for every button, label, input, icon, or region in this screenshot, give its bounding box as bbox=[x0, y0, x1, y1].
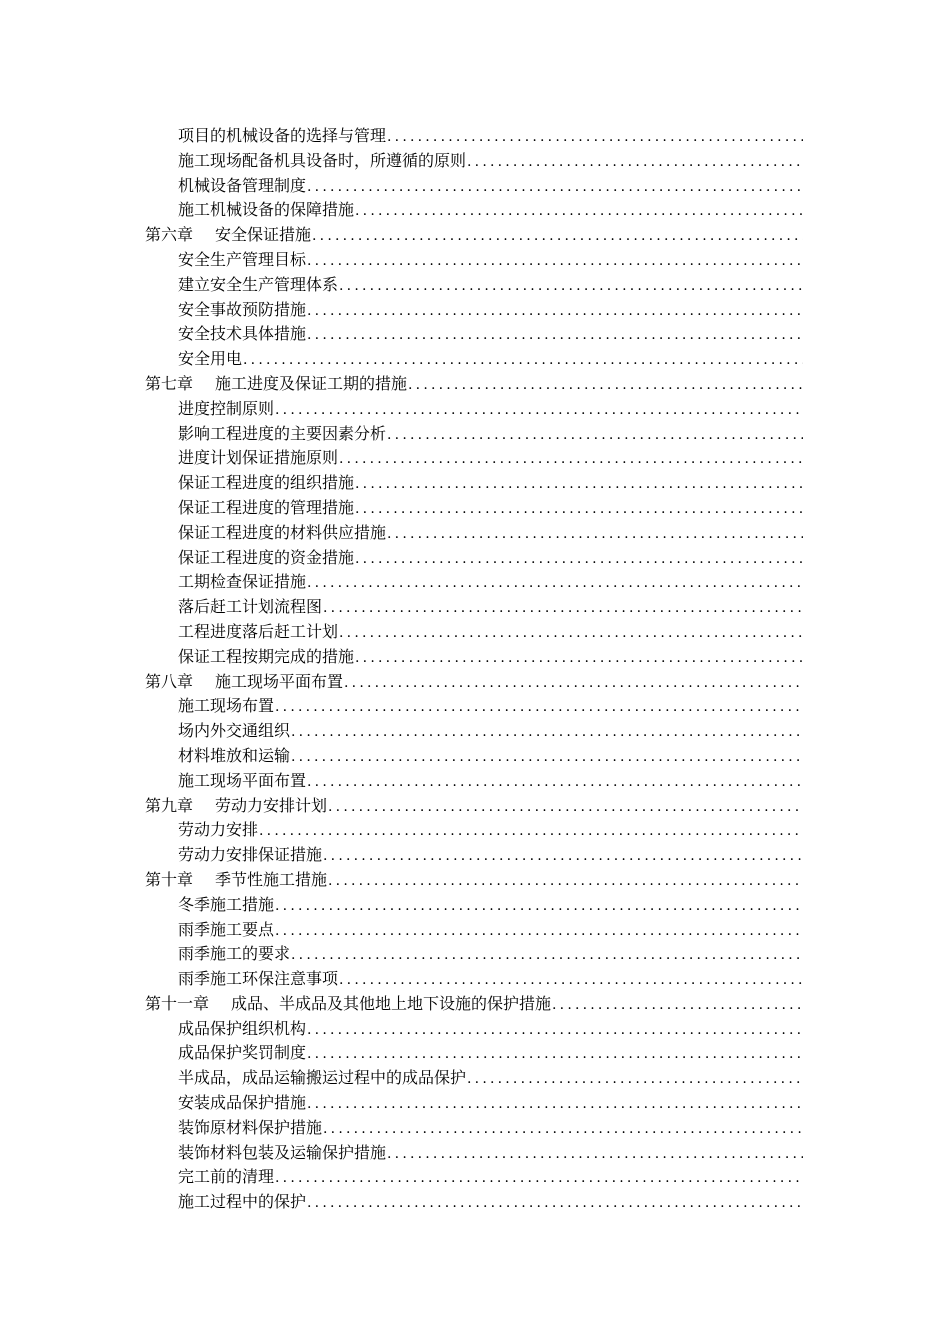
dot-leader bbox=[339, 447, 803, 471]
entry-title: 施工进度及保证工期的措施 bbox=[215, 373, 408, 393]
toc-chapter-entry[interactable] bbox=[145, 992, 803, 1017]
chapter-number: 第八章 bbox=[145, 671, 194, 691]
toc-section-entry[interactable] bbox=[145, 1017, 803, 1042]
toc-entry-label bbox=[178, 347, 242, 372]
entry-title: 劳动力安排保证措施 bbox=[178, 845, 323, 865]
entry-title: 工程进度落后赶工计划 bbox=[178, 621, 339, 641]
dot-leader bbox=[307, 770, 803, 794]
toc-entry-label bbox=[178, 1141, 386, 1166]
toc-section-entry[interactable] bbox=[145, 521, 803, 546]
dot-leader bbox=[307, 571, 803, 595]
entry-title: 半成品，成品运输搬运过程中的成品保护 bbox=[178, 1068, 467, 1088]
chapter-number: 第六章 bbox=[145, 225, 194, 245]
toc-section-entry[interactable] bbox=[145, 843, 803, 868]
dot-leader bbox=[339, 621, 803, 645]
entry-title: 成品保护组织机构 bbox=[178, 1018, 307, 1038]
dot-leader bbox=[344, 671, 803, 695]
toc-entry-label bbox=[178, 546, 354, 571]
toc-section-entry[interactable] bbox=[145, 149, 803, 174]
toc-section-entry[interactable] bbox=[145, 174, 803, 199]
toc-entry-label bbox=[178, 198, 354, 223]
dot-leader bbox=[259, 819, 803, 843]
dot-leader bbox=[243, 348, 803, 372]
toc-entry-label bbox=[178, 1017, 306, 1042]
toc-entry-label bbox=[178, 471, 354, 496]
toc-entry-label bbox=[178, 818, 258, 843]
dot-leader bbox=[275, 1166, 803, 1190]
entry-title: 影响工程进度的主要因素分析 bbox=[178, 423, 387, 443]
dot-leader bbox=[291, 720, 803, 744]
toc-entry-label bbox=[178, 1066, 466, 1091]
dot-leader bbox=[307, 299, 803, 323]
toc-section-entry[interactable] bbox=[145, 744, 803, 769]
entry-title: 雨季施工环保注意事项 bbox=[178, 969, 339, 989]
toc-section-entry[interactable] bbox=[145, 446, 803, 471]
dot-leader bbox=[323, 844, 803, 868]
entry-title: 保证工程进度的组织措施 bbox=[178, 473, 355, 493]
toc-chapter-entry[interactable] bbox=[145, 794, 803, 819]
dot-leader bbox=[339, 274, 803, 298]
entry-title: 进度计划保证措施原则 bbox=[178, 448, 339, 468]
toc-section-entry[interactable] bbox=[145, 620, 803, 645]
dot-leader bbox=[307, 1092, 803, 1116]
entry-title: 冬季施工措施 bbox=[178, 894, 275, 914]
entry-title: 雨季施工要点 bbox=[178, 919, 275, 939]
entry-title: 安全生产管理目标 bbox=[178, 249, 307, 269]
toc-entry-label bbox=[178, 694, 274, 719]
dot-leader bbox=[307, 1191, 803, 1215]
toc-entry-label bbox=[178, 174, 306, 199]
toc-entry-label bbox=[178, 595, 322, 620]
toc-entry-label bbox=[178, 273, 338, 298]
toc-entry-label bbox=[145, 670, 343, 695]
toc-section-entry[interactable] bbox=[145, 1165, 803, 1190]
dot-leader bbox=[387, 1142, 803, 1166]
toc-section-entry[interactable] bbox=[145, 422, 803, 447]
entry-title: 保证工程进度的材料供应措施 bbox=[178, 522, 387, 542]
toc-entry-label bbox=[145, 223, 311, 248]
entry-title: 施工机械设备的保障措施 bbox=[178, 200, 355, 220]
toc-section-entry[interactable] bbox=[145, 570, 803, 595]
dot-leader bbox=[387, 522, 803, 546]
toc-entry-label bbox=[178, 124, 386, 149]
entry-title: 施工现场平面布置 bbox=[178, 770, 307, 790]
toc-chapter-entry[interactable] bbox=[145, 223, 803, 248]
entry-title: 工期检查保证措施 bbox=[178, 572, 307, 592]
entry-title: 装饰原材料保护措施 bbox=[178, 1117, 323, 1137]
toc-entry-label bbox=[178, 298, 306, 323]
entry-title: 建立安全生产管理体系 bbox=[178, 274, 339, 294]
toc-entry-label bbox=[178, 248, 306, 273]
toc-entry-label bbox=[178, 918, 274, 943]
entry-title: 安全用电 bbox=[178, 349, 243, 369]
toc-section-entry[interactable] bbox=[145, 918, 803, 943]
toc-section-entry[interactable] bbox=[145, 124, 803, 149]
toc-chapter-entry[interactable] bbox=[145, 372, 803, 397]
dot-leader bbox=[552, 993, 803, 1017]
entry-title: 材料堆放和运输 bbox=[178, 745, 291, 765]
dot-leader bbox=[275, 919, 803, 943]
toc-entry-label bbox=[178, 769, 306, 794]
toc-entry-label bbox=[178, 496, 354, 521]
toc-entry-label bbox=[178, 893, 274, 918]
dot-leader bbox=[355, 497, 803, 521]
toc-entry-label bbox=[178, 1116, 322, 1141]
entry-title: 安全事故预防措施 bbox=[178, 299, 307, 319]
toc-entry-label bbox=[145, 372, 407, 397]
toc-section-entry[interactable] bbox=[145, 397, 803, 422]
dot-leader bbox=[355, 547, 803, 571]
toc-chapter-entry[interactable] bbox=[145, 670, 803, 695]
dot-leader bbox=[312, 224, 803, 248]
toc-section-entry[interactable] bbox=[145, 1141, 803, 1166]
table-of-contents bbox=[145, 124, 803, 1215]
toc-entry-label bbox=[178, 521, 386, 546]
toc-entry-label bbox=[178, 942, 290, 967]
toc-entry-label bbox=[145, 992, 551, 1017]
entry-title: 施工现场平面布置 bbox=[215, 671, 344, 691]
entry-title: 项目的机械设备的选择与管理 bbox=[178, 126, 387, 145]
dot-leader bbox=[339, 968, 803, 992]
toc-entry-label bbox=[178, 719, 290, 744]
entry-title: 场内外交通组织 bbox=[178, 721, 291, 741]
dot-leader bbox=[275, 695, 803, 719]
toc-section-entry[interactable] bbox=[145, 645, 803, 670]
toc-section-entry[interactable] bbox=[145, 719, 803, 744]
entry-title: 安全保证措施 bbox=[215, 225, 312, 245]
dot-leader bbox=[307, 175, 803, 199]
entry-title: 施工现场配备机具设备时，所遵循的原则 bbox=[178, 150, 467, 170]
toc-entry-label bbox=[145, 794, 327, 819]
entry-title: 保证工程按期完成的措施 bbox=[178, 646, 355, 666]
toc-section-entry[interactable] bbox=[145, 694, 803, 719]
dot-leader bbox=[323, 1117, 803, 1141]
entry-title: 季节性施工措施 bbox=[215, 869, 328, 889]
dot-leader bbox=[275, 894, 803, 918]
dot-leader bbox=[355, 472, 803, 496]
entry-title: 完工前的清理 bbox=[178, 1167, 275, 1187]
toc-entry-label bbox=[178, 149, 466, 174]
chapter-number: 第九章 bbox=[145, 795, 194, 815]
dot-leader bbox=[355, 199, 803, 223]
chapter-number: 第十章 bbox=[145, 869, 194, 889]
entry-title: 劳动力安排计划 bbox=[215, 795, 328, 815]
dot-leader bbox=[467, 150, 803, 174]
toc-section-entry[interactable] bbox=[145, 198, 803, 223]
dot-leader bbox=[328, 869, 803, 893]
toc-section-entry[interactable] bbox=[145, 818, 803, 843]
dot-leader bbox=[387, 125, 803, 149]
entry-title: 雨季施工的要求 bbox=[178, 944, 291, 964]
toc-entry-label bbox=[178, 620, 338, 645]
entry-title: 成品保护奖罚制度 bbox=[178, 1043, 307, 1063]
toc-section-entry[interactable] bbox=[145, 967, 803, 992]
toc-section-entry[interactable] bbox=[145, 595, 803, 620]
toc-entry-label bbox=[178, 322, 306, 347]
entry-title: 装饰材料包装及运输保护措施 bbox=[178, 1142, 387, 1162]
dot-leader bbox=[355, 646, 803, 670]
toc-section-entry[interactable] bbox=[145, 496, 803, 521]
toc-section-entry[interactable] bbox=[145, 347, 803, 372]
toc-section-entry[interactable] bbox=[145, 546, 803, 571]
dot-leader bbox=[328, 795, 803, 819]
toc-section-entry[interactable] bbox=[145, 1190, 803, 1215]
toc-entry-label bbox=[178, 1165, 274, 1190]
dot-leader bbox=[275, 398, 803, 422]
toc-entry-label bbox=[178, 744, 290, 769]
toc-entry-label bbox=[178, 446, 338, 471]
entry-title: 进度控制原则 bbox=[178, 398, 275, 418]
toc-section-entry[interactable] bbox=[145, 1116, 803, 1141]
entry-title: 保证工程进度的资金措施 bbox=[178, 547, 355, 567]
toc-entry-label bbox=[178, 843, 322, 868]
entry-title: 机械设备管理制度 bbox=[178, 175, 307, 195]
toc-entry-label bbox=[178, 645, 354, 670]
dot-leader bbox=[291, 745, 803, 769]
toc-section-entry[interactable] bbox=[145, 273, 803, 298]
entry-title: 保证工程进度的管理措施 bbox=[178, 497, 355, 517]
entry-title: 劳动力安排 bbox=[178, 820, 259, 840]
toc-chapter-entry[interactable] bbox=[145, 868, 803, 893]
dot-leader bbox=[387, 423, 803, 447]
toc-section-entry[interactable] bbox=[145, 893, 803, 918]
toc-section-entry[interactable] bbox=[145, 1066, 803, 1091]
dot-leader bbox=[291, 943, 803, 967]
toc-entry-label bbox=[178, 1091, 306, 1116]
toc-entry-label bbox=[178, 397, 274, 422]
dot-leader bbox=[323, 596, 803, 620]
toc-section-entry[interactable] bbox=[145, 769, 803, 794]
toc-entry-label bbox=[178, 422, 386, 447]
toc-section-entry[interactable] bbox=[145, 298, 803, 323]
toc-section-entry[interactable] bbox=[145, 1041, 803, 1066]
entry-title: 成品、半成品及其他地上地下设施的保护措施 bbox=[231, 993, 552, 1013]
toc-section-entry[interactable] bbox=[145, 322, 803, 347]
toc-entry-label bbox=[178, 1190, 306, 1215]
dot-leader bbox=[307, 249, 803, 273]
dot-leader bbox=[307, 1042, 803, 1066]
dot-leader bbox=[307, 1018, 803, 1042]
toc-section-entry[interactable] bbox=[145, 1091, 803, 1116]
entry-title: 安全技术具体措施 bbox=[178, 324, 307, 344]
toc-section-entry[interactable] bbox=[145, 471, 803, 496]
toc-entry-label bbox=[178, 570, 306, 595]
chapter-number: 第七章 bbox=[145, 373, 194, 393]
toc-section-entry[interactable] bbox=[145, 248, 803, 273]
toc-entry-label bbox=[178, 1041, 306, 1066]
dot-leader bbox=[307, 323, 803, 347]
entry-title: 施工过程中的保护 bbox=[178, 1192, 307, 1212]
entry-title: 落后赶工计划流程图 bbox=[178, 597, 323, 617]
dot-leader bbox=[467, 1067, 803, 1091]
entry-title: 施工现场布置 bbox=[178, 696, 275, 716]
toc-section-entry[interactable] bbox=[145, 942, 803, 967]
toc-entry-label bbox=[178, 967, 338, 992]
chapter-number: 第十一章 bbox=[145, 993, 210, 1013]
entry-title: 安装成品保护措施 bbox=[178, 1093, 307, 1113]
dot-leader bbox=[408, 373, 803, 397]
toc-entry-label bbox=[145, 868, 327, 893]
